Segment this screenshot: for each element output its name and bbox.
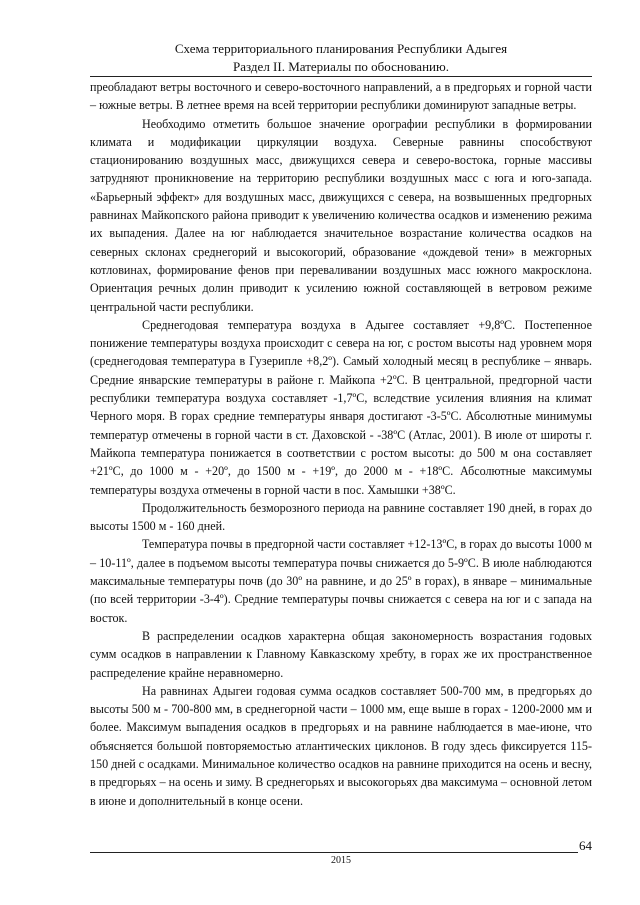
paragraph-winds: преобладают ветры восточного и северо-восточного направлений, а в предгорьях и горной части – южные ветры. В летнее время на всей территории республики доминируют западные ветры. [90,80,592,113]
page-header [90,40,592,76]
page-number: 64 [579,838,592,853]
paragraph-soil-temperature: Температура почвы в предгорной части составляет +12-13ºС, в горах до высоты 1000 м – 10-11º, далее в подъемом высоты температура почвы снижается до 5-9ºС. В июле наблюдаются максимальные температуры почв (до 30º на равнине, и до 25º в горах), в январе – минимальные (по всей территории -3-4º). Средние температуры почвы снижается с севера на юг и с запада на восток. [90,537,592,625]
document-title: Схема территориального планирования Республики Адыгея [174,41,508,56]
paragraph-frost-free-period: Продолжительность безморозного периода на равнине составляет 190 дней, в горах до высоты 1500 м - 160 дней. [90,500,592,534]
header-divider [90,76,592,77]
paragraph-orography: Необходимо отметить большое значение орографии республики в формировании климата и модификации циркуляции воздуха. Северные равнины способствуют стационированию воздушных масс, движущихся севера и северо-востока, горные массивы затрудняют проникновение на территорию республики воздушных масс с юга и юго-запада. «Барьерный эффект» для воздушных масс, движущихся с севера, на возвышенных предгорных равнинах Майкопского района приводит к увеличению количества осадков и изменению режима их выпадения. Далее на юг наблюдается значительное возрастание количества осадков на северных склонах среднегорий и высокогорий, образование «дождевой тени» в межгорных котловинах, формирование фенов при переваливании воздушных масс южного макросклона. Ориентация речных долин приводит к усилению южной составляющей в ветровом режиме центральной части республики. [90,116,592,314]
document-body [90,78,592,810]
paragraph-precipitation-amounts: На равнинах Адыгеи годовая сумма осадков составляет 500-700 мм, в предгорьях до высоты 500 м - 700-800 мм, в среднегорной части – 1000 мм, еще выше в горах - 1200-2000 мм и более. Максимум выпадения осадков в предгорьях и на равнине наблюдается в мае-июне, что объясняется большой повторяемостью атлантических циклонов. В году здесь фиксируется 115-150 дней с осадками. Минимальное количество осадков на равнине приходится на осень и весну, в предгорьях – на осень и зиму. В среднегорьях и высокогорьях два максимума – основной летом в июне и дополнительный в конце осени. [90,683,592,808]
paragraph-air-temperature: Среднегодовая температура воздуха в Адыгее составляет +9,8ºС. Постепенное понижение температуры воздуха происходит с севера на юг, с ростом высоты над уровнем моря (среднегодовая температура в Гузерипле +8,2º). Самый холодный месяц в республике – январь. Средние январские температуры в районе г. Майкопа +2ºС. В центральной, предгорной части республики температура воздуха составляет -1,7ºС, вследствие усиления влияния на климат Черного моря. В горах средние температуры января достигают -3-5ºС. Абсолютные минимумы температур отмечены в горной части в ст. Даховской - -38ºС (Атлас, 2001). В июле от широты г. Майкопа температура понижается в соответствии с ростом высоты: до 500 м она составляет +21ºС, до 1000 м - +20º, до 1500 м - +19º, до 2000 м - +18ºС. Абсолютные максимумы температуры воздуха отмечены в горной части в пос. Хамышки +38ºС. [90,317,592,497]
footer-year: 2015 [331,855,351,866]
paragraph-precipitation-distribution: В распределении осадков характерна общая закономерность возрастания годовых сумм осадков в направлении к Главному Кавказскому хребту, в горах же их пространственное распределение крайне неравномерно. [90,628,592,680]
footer-divider [90,852,578,853]
section-title: Раздел II. Материалы по обоснованию. [233,59,449,74]
